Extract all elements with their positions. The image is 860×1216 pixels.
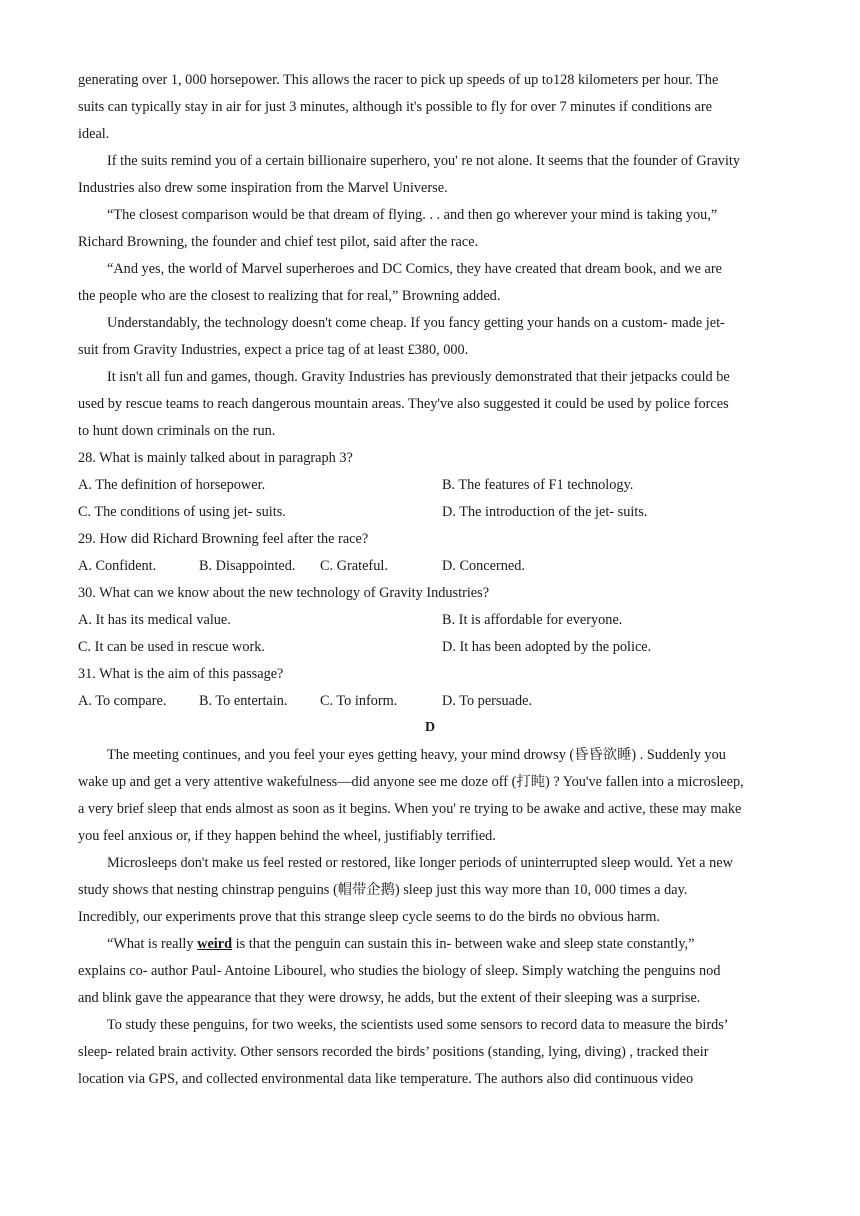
- text-line: sleep- related brain activity. Other sensors recorded the birds’ positions (standing, lying, diving) , tracked their: [78, 1044, 709, 1060]
- text-line: the people who are the closest to realizing that for real,” Browning added.: [78, 288, 501, 304]
- text-line: suits can typically stay in air for just 3 minutes, although it's possible to fly for over 7 minutes if conditions are: [78, 99, 712, 115]
- option-c: C. To inform.: [320, 693, 398, 709]
- option-b: B. The features of F1 technology.: [442, 477, 634, 493]
- text-line: Understandably, the technology doesn't come cheap. If you fancy getting your hands on a custom- made jet-: [107, 315, 725, 331]
- text-line: you feel anxious or, if they happen behind the wheel, justifiably terrified.: [78, 828, 496, 844]
- question-stem: 31. What is the aim of this passage?: [78, 666, 284, 682]
- text-line: Richard Browning, the founder and chief test pilot, said after the race.: [78, 234, 479, 250]
- text-line: ideal.: [78, 126, 110, 142]
- text-line: It isn't all fun and games, though. Gravity Industries has previously demonstrated that their jetpacks could be: [107, 369, 730, 385]
- quote-start: “What is really: [107, 936, 198, 952]
- option-a: A. The definition of horsepower.: [78, 477, 266, 493]
- text-line: If the suits remind you of a certain billionaire superhero, you' re not alone. It seems that the founder of Gravity: [107, 153, 741, 169]
- text-line: to hunt down criminals on the run.: [78, 423, 276, 439]
- quote-rest: is that the penguin can sustain this in- between wake and sleep state constantly,”: [232, 936, 695, 952]
- option-c: C. Grateful.: [320, 558, 388, 574]
- text-line: The meeting continues, and you feel your eyes getting heavy, your mind drowsy (昏昏欲睡) . Suddenly you: [107, 747, 726, 763]
- text-line: “And yes, the world of Marvel superheroes and DC Comics, they have created that dream book, and we are: [107, 261, 722, 277]
- text-line: location via GPS, and collected environmental data like temperature. The authors also did continuous video: [78, 1071, 694, 1087]
- option-d: D. Concerned.: [442, 558, 525, 574]
- text-line: a very brief sleep that ends almost as soon as it begins. When you' re trying to be awake and active, these may make: [78, 801, 742, 817]
- question-stem: 30. What can we know about the new technology of Gravity Industries?: [78, 585, 490, 601]
- text-line: [107, 935, 827, 953]
- option-a: A. Confident.: [78, 558, 157, 574]
- text-line: used by rescue teams to reach dangerous mountain areas. They've also suggested it could be used by police forces: [78, 396, 729, 412]
- option-b: B. Disappointed.: [199, 558, 296, 574]
- option-c: C. The conditions of using jet- suits.: [78, 504, 286, 520]
- highlighted-word: weird: [197, 936, 233, 952]
- question-stem: 29. How did Richard Browning feel after the race?: [78, 531, 369, 547]
- text-line: suit from Gravity Industries, expect a price tag of at least £380, 000.: [78, 342, 469, 358]
- text-line: explains co- author Paul- Antoine Libourel, who studies the biology of sleep. Simply watching the penguins nod: [78, 963, 721, 979]
- text-line: study shows that nesting chinstrap penguins (帽带企鹅) sleep just this way more than 10, 000 times a day.: [78, 882, 688, 898]
- text-line: Microsleeps don't make us feel rested or restored, like longer periods of uninterrupted sleep would. Yet a new: [107, 855, 733, 871]
- option-d: D. It has been adopted by the police.: [442, 639, 652, 655]
- option-a: A. To compare.: [78, 693, 167, 709]
- question-stem: 28. What is mainly talked about in paragraph 3?: [78, 450, 353, 466]
- option-a: A. It has its medical value.: [78, 612, 231, 628]
- option-b: B. To entertain.: [199, 693, 288, 709]
- option-c: C. It can be used in rescue work.: [78, 639, 265, 655]
- text-line: wake up and get a very attentive wakefulness—did anyone see me doze off (打盹) ? You've fallen into a microsleep,: [78, 774, 744, 790]
- text-line: Incredibly, our experiments prove that this strange sleep cycle seems to do the birds no obvious harm.: [78, 909, 660, 925]
- option-d: D. To persuade.: [442, 693, 533, 709]
- text-line: To study these penguins, for two weeks, the scientists used some sensors to record data to measure the birds’: [107, 1017, 729, 1033]
- text-line: “The closest comparison would be that dream of flying. . . and then go wherever your mind is taking you,”: [107, 207, 718, 223]
- section-title: D: [424, 720, 436, 735]
- text-line: Industries also drew some inspiration from the Marvel Universe.: [78, 180, 448, 196]
- text-line: generating over 1, 000 horsepower. This allows the racer to pick up speeds of up to128 kilometers per hour. The: [78, 72, 719, 88]
- text-line: and blink gave the appearance that they were drowsy, he adds, but the extent of their sleeping was a surprise.: [78, 990, 701, 1006]
- option-b: B. It is affordable for everyone.: [442, 612, 623, 628]
- option-d: D. The introduction of the jet- suits.: [442, 504, 648, 520]
